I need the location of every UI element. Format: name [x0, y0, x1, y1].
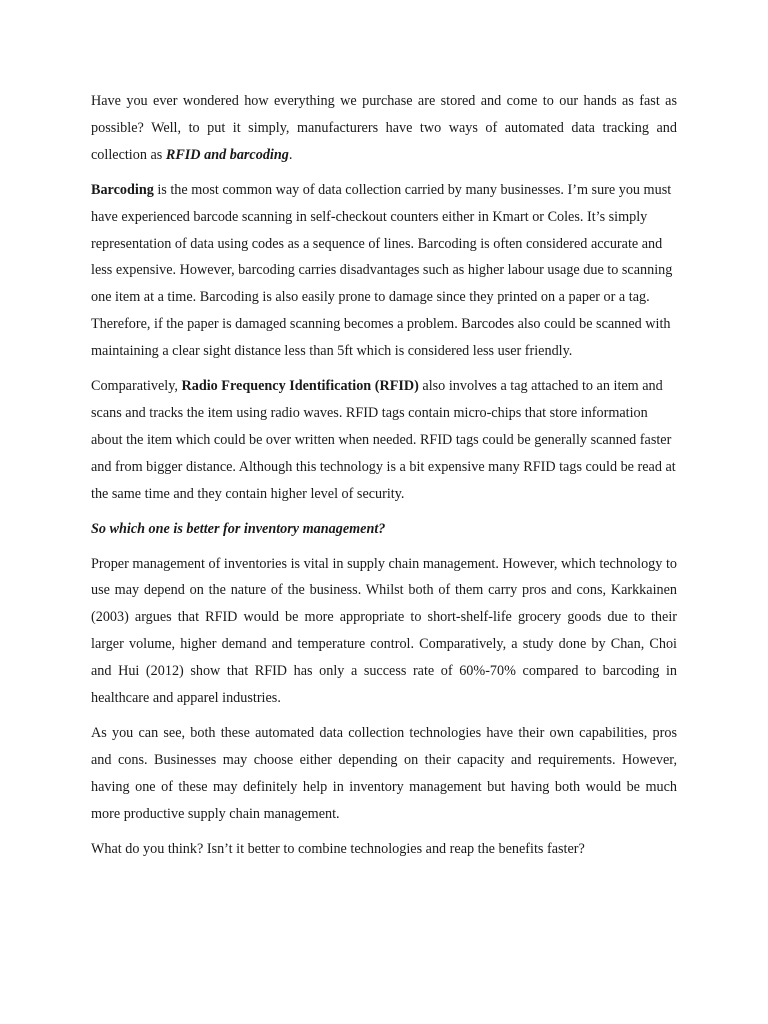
document-body: [91, 88, 677, 870]
intro-emphasis: RFID and barcoding: [165, 146, 289, 163]
paragraph-intro: [91, 88, 677, 169]
barcoding-term: Barcoding: [91, 181, 154, 198]
barcoding-text: is the most common way of data collection carried by many businesses. I’m sure you must have experienced barcode scanning in self-checkout counters either in Kmart or Coles. It’s simply representation of data using codes as a sequence of lines. Barcoding is often considered accurate and less expensive. However, barcoding carries disadvantages such as higher labour usage due to scanning one item at a time. Barcoding is also easily prone to damage since they printed on a paper or a tag. Therefore, if the paper is damaged scanning becomes a problem. Barcodes also could be scanned with maintaining a clear sight distance less than 5ft which is considered less user friendly.: [91, 181, 673, 360]
paragraph-inventory: Proper management of inventories is vital in supply chain management. However, which technology to use may depend on the nature of the business. Whilst both of them carry pros and cons, Karkkainen (2003) argues that RFID would be more appropriate to short-shelf-life grocery goods due to their larger volume, higher demand and temperature control. Comparatively, a study done by Chan, Choi and Hui (2012) show that RFID has only a success rate of 60%-70% compared to barcoding in healthcare and apparel industries.: [91, 555, 677, 707]
paragraph-question: What do you think? Isn’t it better to combine technologies and reap the benefits faster?: [91, 840, 585, 857]
paragraph-barcoding: [91, 177, 677, 365]
rfid-text-before: Comparatively,: [91, 378, 182, 395]
intro-end: .: [288, 146, 293, 163]
intro-text: Have you ever wondered how everything we purchase are stored and come to our hands as fast as possible? Well, to put it simply, manufacturers have two ways of automated data tracking and collection as: [91, 93, 677, 163]
paragraph-conclusion: As you can see, both these automated data collection technologies have their own capabilities, pros and cons. Businesses may choose either depending on their capacity and requirements. However, having one of these may definitely help in inventory management but having both would be much more productive supply chain management.: [91, 724, 677, 822]
rfid-term: Radio Frequency Identification (RFID): [181, 378, 419, 395]
section-heading: So which one is better for inventory management?: [91, 520, 386, 537]
paragraph-rfid: [91, 373, 677, 508]
rfid-text-after: also involves a tag attached to an item and scans and tracks the item using radio waves. RFID tags contain micro-chips that store information about the item which could be over written when needed. RFID tags could be generally scanned faster and from bigger distance. Although this technology is a bit expensive many RFID tags could be read at the same time and they contain higher level of security.: [91, 378, 676, 502]
